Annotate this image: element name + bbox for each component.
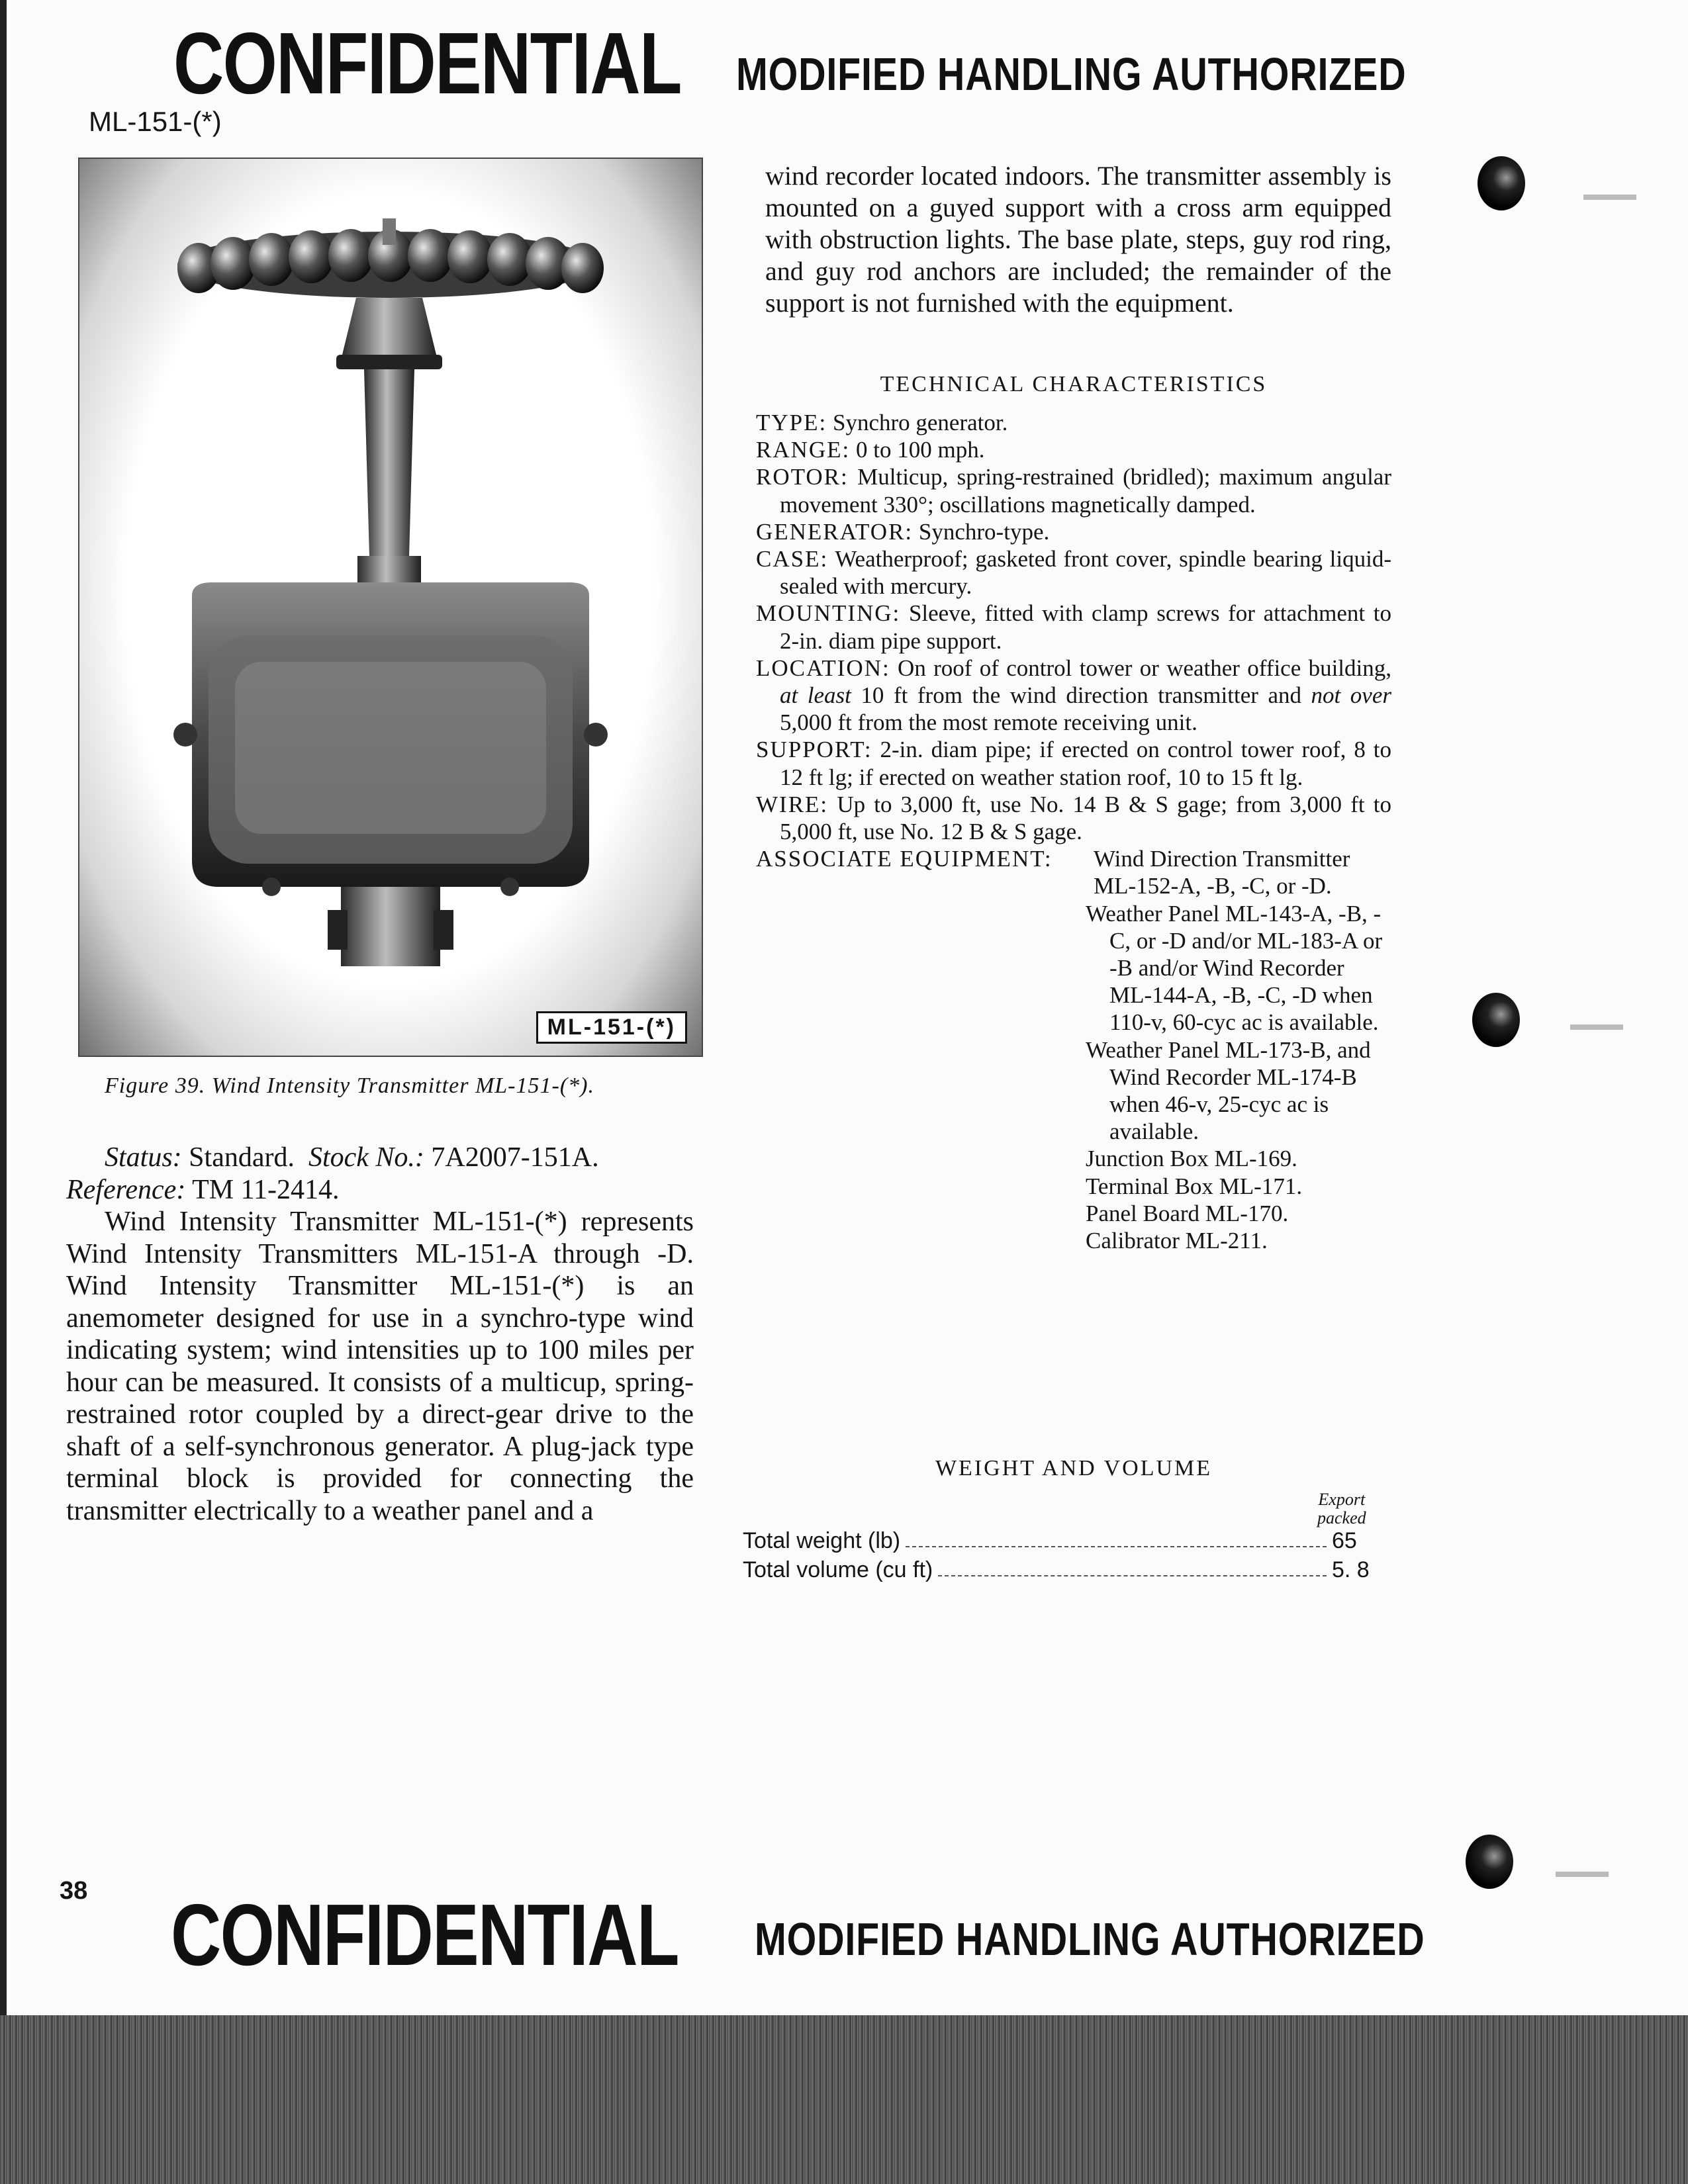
binder-hole: [1466, 1835, 1513, 1889]
status-label: Status:: [105, 1142, 182, 1173]
associate-list: [756, 900, 1391, 1255]
confidential-stamp-bottom: CONFIDENTIAL: [171, 1886, 679, 1983]
confidential-stamp-top: CONFIDENTIAL: [173, 15, 681, 112]
row-value: 65: [1332, 1528, 1357, 1553]
page-edge-shadow: [0, 0, 7, 2015]
status-line: [66, 1142, 694, 1174]
model-designation: ML-151-(*): [89, 106, 222, 137]
status-block: [66, 1142, 694, 1527]
table-row: [743, 1554, 1378, 1583]
associate-item: Panel Board ML-170.: [1086, 1200, 1289, 1226]
row-label: Total weight (lb): [743, 1528, 901, 1553]
spec-wire: WIRE: Up to 3,000 ft, use No. 14 B & S gage; from 3,000 ft to 5,000 ft, use No. 12 B & S gage.: [756, 791, 1391, 845]
anemometer-illustration: [79, 159, 702, 1056]
description-paragraph: Wind Intensity Transmitter ML-151-(*) represents Wind Intensity Transmitters ML-151-A through -D. Wind Intensity Transmitter ML-151-(*) is an anemometer designed for use in a synchro-type wind indicating system; wind intensities up to 100 miles per hour can be measured. It consists of a multicup, spring-restrained rotor coupled by a direct-gear drive to the shaft of a self-synchronous generator. A plug-jack type terminal block is provided for connecting the transmitter electrically to a weather panel and a: [66, 1206, 694, 1526]
reference-value: TM 11-2414.: [192, 1174, 340, 1205]
scan-edge-band: [0, 2015, 1688, 2184]
associate-item: Calibrator ML-211.: [1086, 1228, 1268, 1254]
tech-specs: [756, 409, 1391, 1254]
continuation-paragraph: [765, 160, 1391, 319]
row-value: 5. 8: [1332, 1557, 1370, 1582]
binder-mark: [1583, 195, 1636, 200]
continuation-text: wind recorder located indoors. The transmitter assembly is mounted on a guyed support with a cross arm equipped with obstruction lights. The base plate, steps, guy rod ring, and guy rod anchors are included; the remainder of the support is not furnished with the equipment.: [765, 161, 1391, 318]
spec-location: LOCATION: On roof of control tower or weather office building, at least 10 ft from the wind direction transmitter and not over 5,000 ft from the most remote receiving unit.: [756, 655, 1391, 736]
figure-caption: Figure 39. Wind Intensity Transmitter ML-151-(*).: [105, 1073, 594, 1098]
row-label: Total volume (cu ft): [743, 1557, 933, 1582]
spec-case: CASE: Weatherproof; gasketed front cover, spindle bearing liquid-sealed with mercury.: [756, 546, 1392, 600]
reference-line: [66, 1174, 694, 1206]
weight-heading: WEIGHT AND VOLUME: [935, 1456, 1213, 1480]
photo-label: ML-151-(*): [536, 1011, 687, 1044]
dot-leader: [938, 1575, 1327, 1576]
associate-key: ASSOCIATE EQUIPMENT:: [756, 846, 1053, 872]
reference-label: Reference:: [66, 1174, 186, 1205]
spec-generator: GENERATOR: Synchro-type.: [756, 518, 1050, 545]
binder-mark: [1556, 1872, 1609, 1877]
spec-rotor: ROTOR: Multicup, spring-restrained (bridled); maximum angular movement 330°; oscillations magnetically damped.: [756, 464, 1391, 518]
stock-value: 7A2007-151A.: [431, 1142, 599, 1173]
status-value: Standard.: [189, 1142, 295, 1173]
associate-item: Terminal Box ML-171.: [1086, 1173, 1303, 1199]
binder-hole: [1472, 993, 1520, 1047]
dot-leader: [906, 1546, 1327, 1547]
spec-support: SUPPORT: 2-in. diam pipe; if erected on control tower roof, 8 to 12 ft lg; if erected on weather station roof, 10 to 15 ft lg.: [756, 737, 1392, 790]
weight-volume-table: [743, 1525, 1378, 1583]
binder-mark: [1570, 1024, 1623, 1030]
handling-stamp-top: MODIFIED HANDLING AUTHORIZED: [736, 48, 1407, 100]
associate-item: Weather Panel ML-173-B, and Wind Recorder ML-174-B when 46-v, 25-cyc ac is available.: [1086, 1036, 1371, 1145]
associate-item: Weather Panel ML-143-A, -B, -C, or -D and/or ML-183-A or -B and/or Wind Recorder ML-144-A, -B, -C, -D when 110-v, 60-cyc ac is available.: [1086, 900, 1383, 1036]
binder-hole: [1477, 156, 1525, 210]
associate-equipment: [756, 845, 1391, 899]
export-packed-header: Export packed: [1317, 1490, 1366, 1527]
table-row: [743, 1525, 1378, 1554]
tech-heading: TECHNICAL CHARACTERISTICS: [880, 372, 1268, 396]
associate-item: Junction Box ML-169.: [1086, 1146, 1297, 1172]
spec-range: RANGE: 0 to 100 mph.: [756, 437, 985, 463]
spec-type: TYPE: Synchro generator.: [756, 410, 1008, 435]
handling-stamp-bottom: MODIFIED HANDLING AUTHORIZED: [755, 1913, 1425, 1965]
figure-photo: [78, 158, 703, 1057]
associate-first: Wind Direction Transmitter ML-152-A, -B, -C, or -D.: [1094, 846, 1350, 899]
stock-label: Stock No.:: [308, 1142, 424, 1173]
page-number: 38: [60, 1877, 88, 1905]
spec-mounting: MOUNTING: Sleeve, fitted with clamp screws for attachment to 2-in. diam pipe support.: [756, 600, 1392, 654]
